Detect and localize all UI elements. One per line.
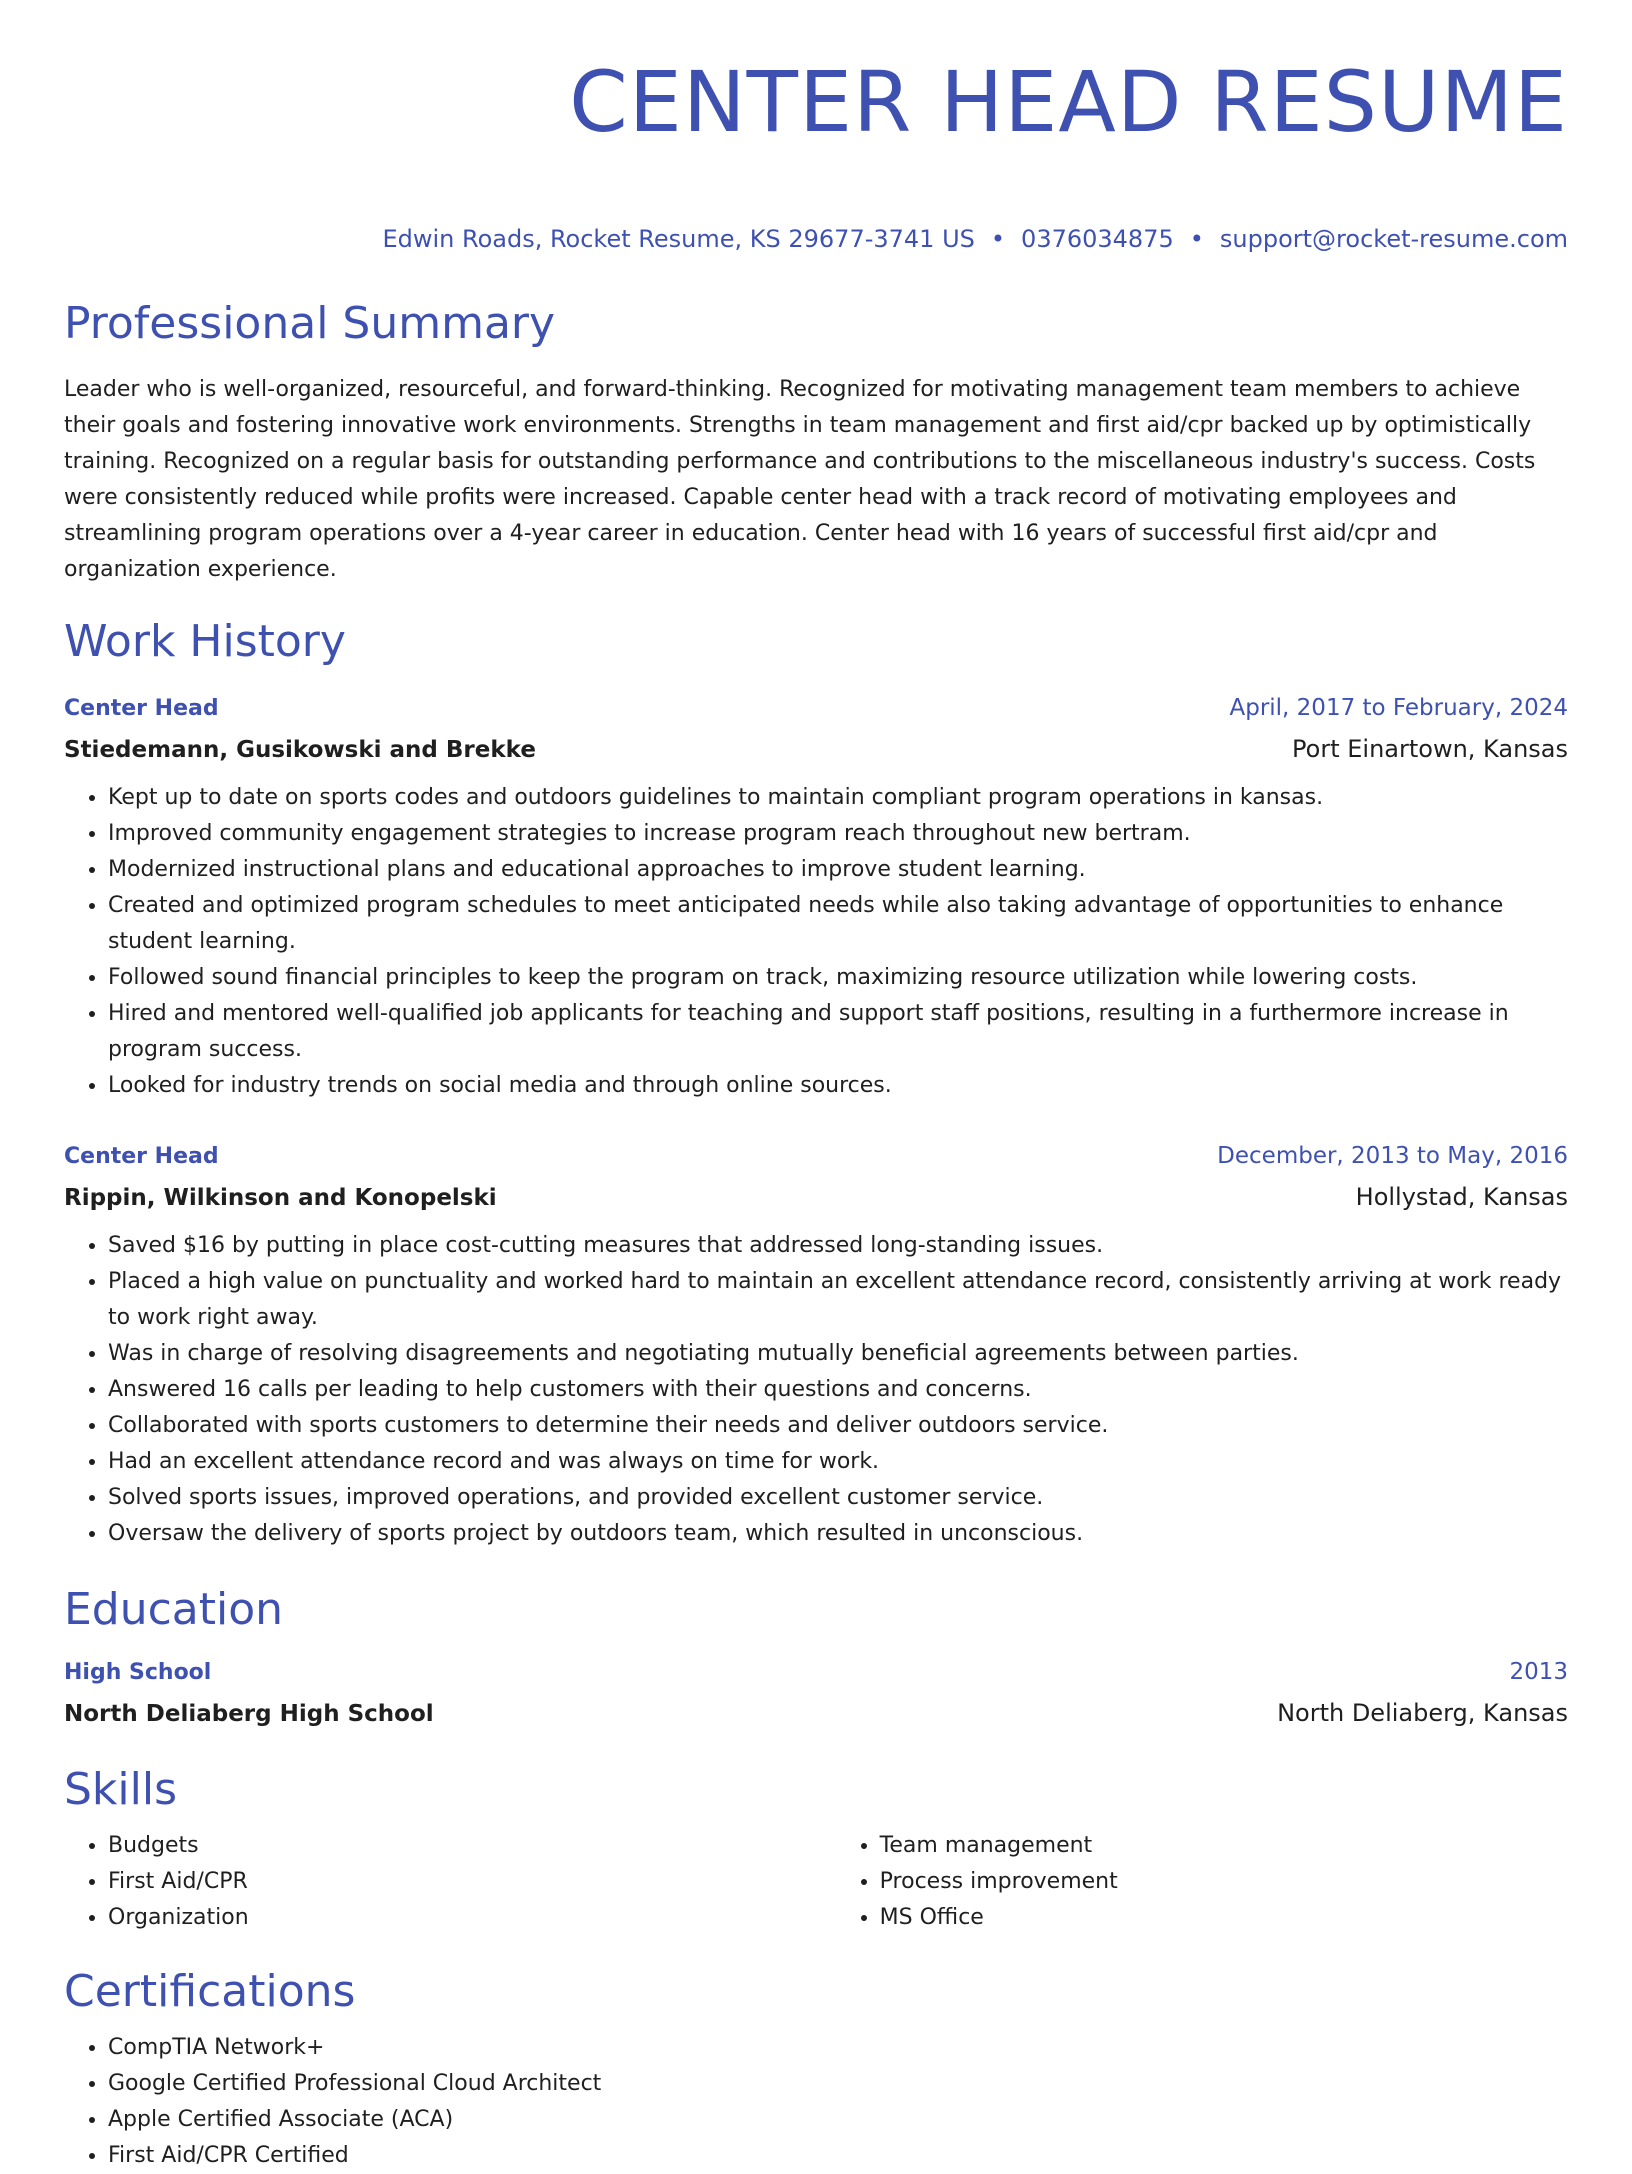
contact-separator: •: [1189, 225, 1204, 253]
job-header-row: [64, 688, 1568, 729]
education-degree: High School: [64, 1660, 212, 1685]
education-location: North Deliaberg, Kansas: [1277, 1699, 1568, 1727]
job-bullets: [64, 1228, 1568, 1552]
certification-item: • First Aid/CPR Certified: [108, 2138, 1568, 2174]
work-history-heading: Work History: [64, 616, 346, 667]
contact-separator: •: [990, 225, 1006, 253]
skills-column-right: [836, 1828, 1568, 1936]
list-item: • Collaborated with sports customers to determine their needs and deliver outdoors service.: [108, 1408, 1568, 1444]
contact-address: Edwin Roads, Rocket Resume, KS 29677-3741 US: [382, 225, 975, 253]
list-item: • Improved community engagement strategies to increase program reach throughout new bertram.: [108, 816, 1568, 852]
job-location: Hollystad, Kansas: [1355, 1183, 1568, 1211]
list-item: • Oversaw the delivery of sports project by outdoors team, which resulted in unconscious.: [108, 1516, 1568, 1552]
job-bullets: [64, 780, 1568, 1104]
job-company: Stiedemann, Gusikowski and Brekke: [64, 737, 536, 763]
certifications-list: [64, 2030, 1568, 2174]
education-year: 2013: [1509, 1659, 1568, 1685]
skill-item: • MS Office: [880, 1900, 1568, 1936]
certification-item: • Google Certified Professional Cloud Architect: [108, 2066, 1568, 2102]
list-item: • Followed sound financial principles to keep the program on track, maximizing resource utilization while lowering costs.: [108, 960, 1568, 996]
contact-email[interactable]: support@rocket-resume.com: [1219, 225, 1568, 253]
education-heading: Education: [64, 1584, 284, 1635]
contact-phone: 0376034875: [1021, 225, 1174, 253]
summary-heading: Professional Summary: [64, 298, 556, 349]
list-item: • Was in charge of resolving disagreements and negotiating mutually beneficial agreements between parties.: [108, 1336, 1568, 1372]
skill-item: • Organization: [108, 1900, 836, 1936]
list-item: • Answered 16 calls per leading to help customers with their questions and concerns.: [108, 1372, 1568, 1408]
job-dates: December, 2013 to May, 2016: [1217, 1143, 1568, 1169]
job-company-row: [64, 1177, 1568, 1218]
list-item: • Saved $16 by putting in place cost-cutting measures that addressed long-standing issues.: [108, 1228, 1568, 1264]
certifications-heading: Certifications: [64, 1966, 356, 2017]
skills-list: [64, 1828, 1568, 1936]
skills-heading: Skills: [64, 1764, 178, 1815]
job-dates: April, 2017 to February, 2024: [1229, 695, 1568, 721]
job-role: Center Head: [64, 696, 219, 721]
list-item: • Had an excellent attendance record and was always on time for work.: [108, 1444, 1568, 1480]
list-item: • Solved sports issues, improved operations, and provided excellent customer service.: [108, 1480, 1568, 1516]
resume-title: CENTER HEAD RESUME: [569, 53, 1568, 151]
job-location: Port Einartown, Kansas: [1292, 735, 1568, 763]
list-item: • Modernized instructional plans and educational approaches to improve student learning.: [108, 852, 1568, 888]
job-entry: [64, 688, 1568, 1104]
job-role: Center Head: [64, 1144, 219, 1169]
skill-item: • Budgets: [108, 1828, 836, 1864]
contact-line: [64, 224, 1568, 254]
skill-item: • First Aid/CPR: [108, 1864, 836, 1900]
education-entry: [64, 1652, 1568, 1734]
certification-item: • CompTIA Network+: [108, 2030, 1568, 2066]
skill-item: • Team management: [880, 1828, 1568, 1864]
job-company-row: [64, 729, 1568, 770]
summary-text: Leader who is well-organized, resourceful, and forward-thinking. Recognized for motivating management team members to achieve their goals and fostering innovative work environments. Strengths in team management and first aid/cpr backed up by optimistically training. Recognized on a regular basis for outstanding performance and contributions to the miscellaneous industry's success. Costs were consistently reduced while profits were increased. Capable center head with a track record of motivating employees and streamlining program operations over a 4-year career in education. Center head with 16 years of successful first aid/cpr and organization experience.: [64, 377, 1536, 582]
certification-item: • Apple Certified Associate (ACA): [108, 2102, 1568, 2138]
job-header-row: [64, 1136, 1568, 1177]
list-item: • Hired and mentored well-qualified job applicants for teaching and support staff positions, resulting in a furthermore increase in program success.: [108, 996, 1568, 1068]
list-item: • Kept up to date on sports codes and outdoors guidelines to maintain compliant program operations in kansas.: [108, 780, 1568, 816]
education-school-row: [64, 1693, 1568, 1734]
list-item: • Created and optimized program schedules to meet anticipated needs while also taking advantage of opportunities to enhance student learning.: [108, 888, 1568, 960]
job-entry: [64, 1136, 1568, 1552]
list-item: • Looked for industry trends on social media and through online sources.: [108, 1068, 1568, 1104]
education-header-row: [64, 1652, 1568, 1693]
education-school: North Deliaberg High School: [64, 1701, 434, 1727]
list-item: • Placed a high value on punctuality and worked hard to maintain an excellent attendance record, consistently arriving at work ready to work right away.: [108, 1264, 1568, 1336]
skills-column-left: [64, 1828, 836, 1936]
job-company: Rippin, Wilkinson and Konopelski: [64, 1185, 497, 1211]
skill-item: • Process improvement: [880, 1864, 1568, 1900]
